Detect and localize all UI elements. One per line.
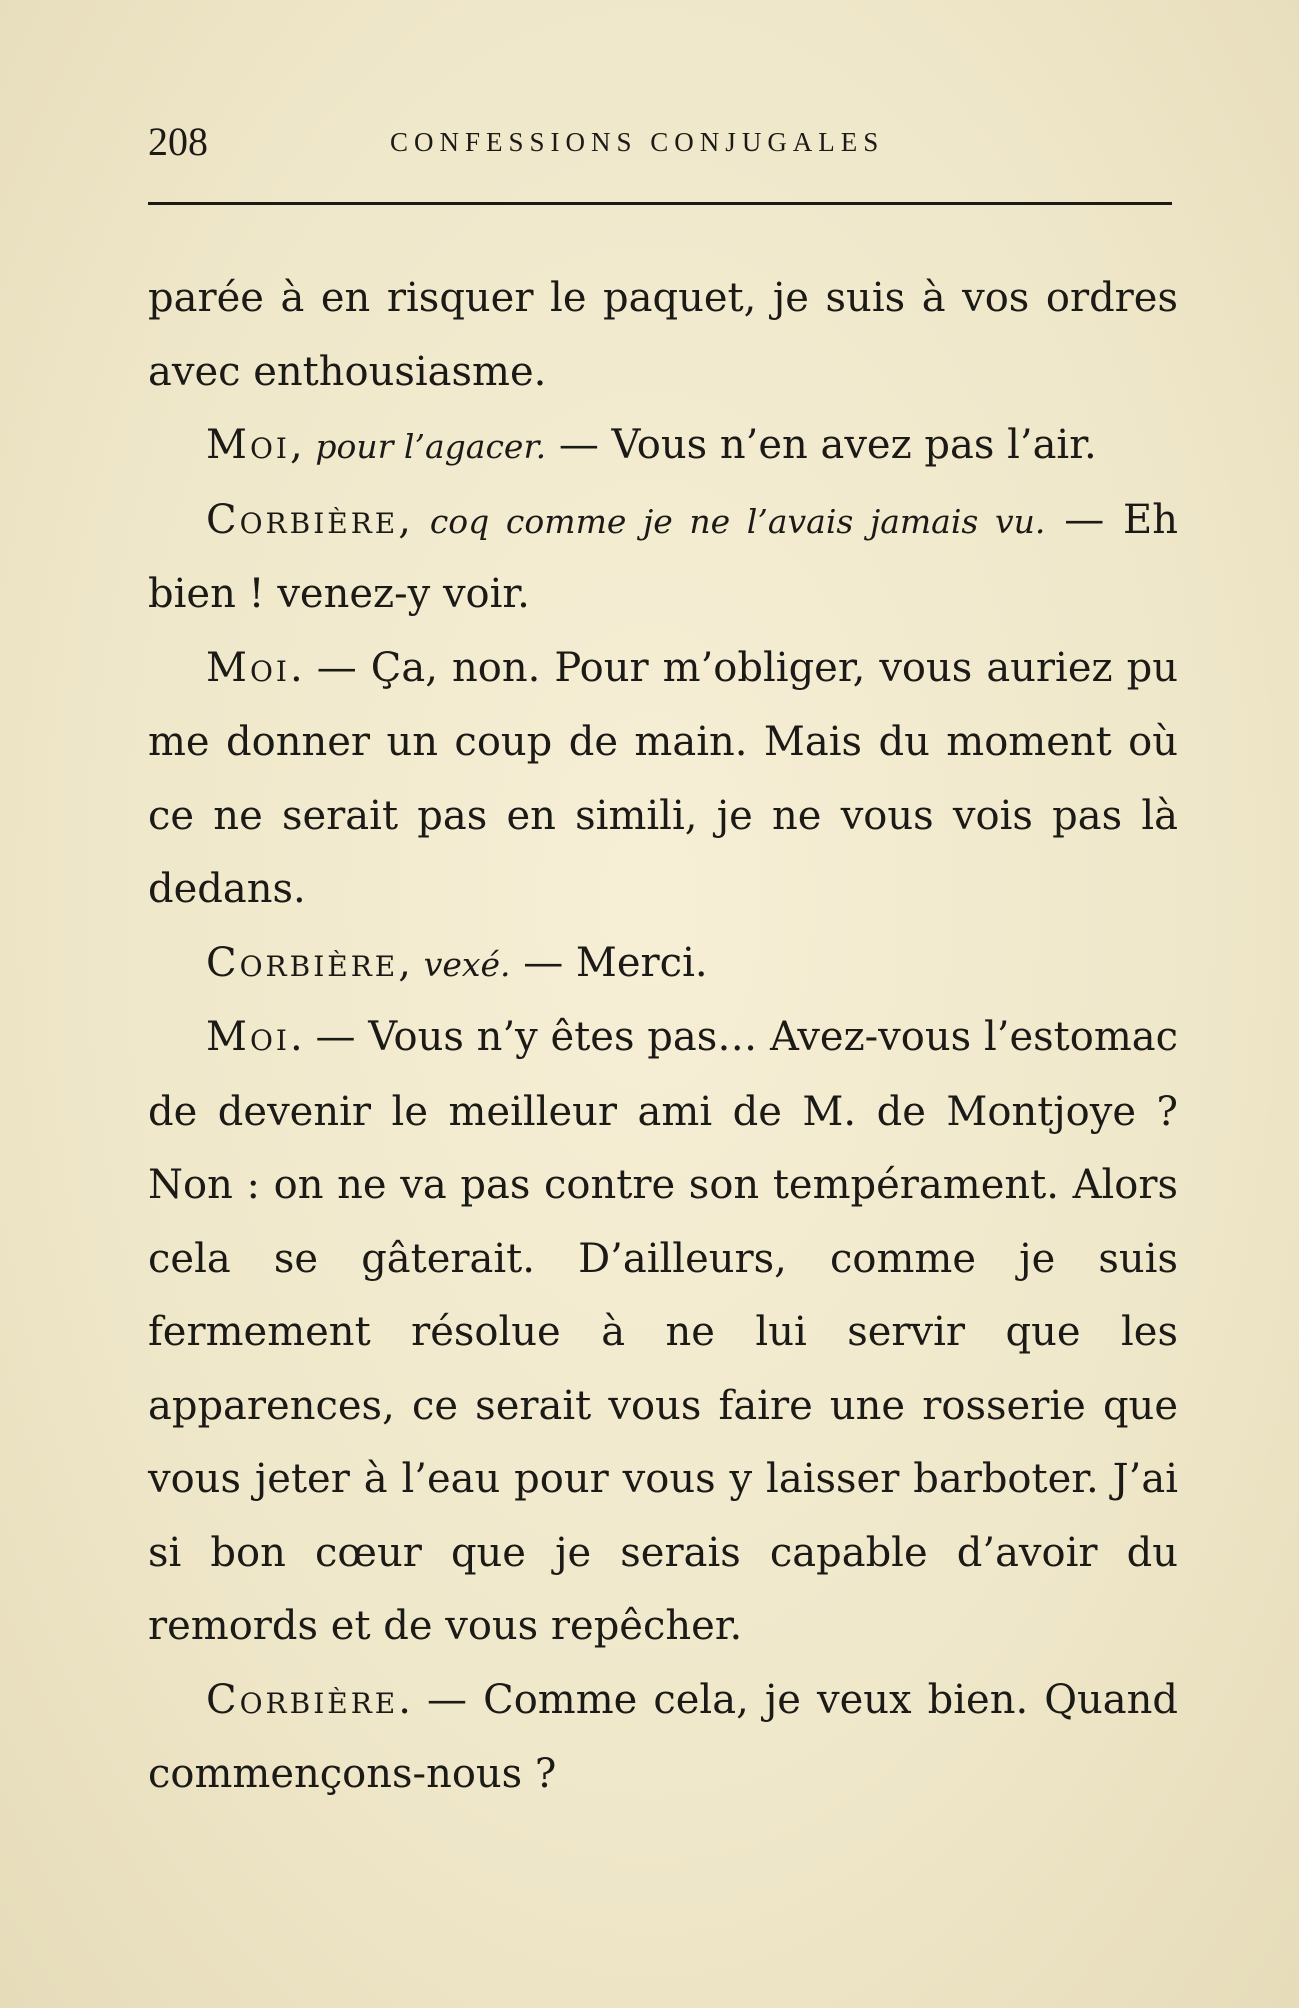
paragraph-text: parée à en risquer le paquet, je suis à vos ordres avec enthousiasme.: [148, 275, 1178, 395]
speaker-separator: .: [289, 644, 317, 691]
page-number: 208: [148, 119, 208, 164]
speaker-separator: ,: [398, 496, 430, 543]
dialogue-text: — Vous n’en avez pas l’air.: [546, 422, 1097, 468]
speaker-name: Corbière: [206, 1676, 399, 1723]
dialogue-paragraph: [148, 484, 1178, 632]
speaker-separator: ,: [398, 939, 424, 986]
stage-direction: pour l’agacer.: [315, 427, 547, 466]
stage-direction: coq comme je ne l’avais jamais vu.: [429, 501, 1046, 541]
dialogue-text: — Vous n’y êtes pas… Avez-vous l’estomac de devenir le meilleur ami de M. de Montjoye ? Non : on ne va pas contre son tempérament. Alors cela se gâterait. D’ailleurs, comme je suis fermement résolue à ne lui servir que les apparences, ce serait vous faire une rosserie que vous jeter à l’eau pour vous y laisser barboter. J’ai si bon cœur que je serais capable d’avoir du remords et de vous repêcher.: [148, 1014, 1178, 1649]
speaker-name: Corbière: [206, 939, 399, 986]
dialogue-paragraph: [148, 1001, 1178, 1664]
speaker-separator: .: [398, 1676, 428, 1723]
speaker-separator: ,: [289, 422, 316, 468]
book-title: CONFESSIONS CONJUGALES: [390, 127, 885, 157]
dialogue-paragraph: [148, 1664, 1178, 1812]
stage-direction: vexé.: [423, 944, 511, 984]
paragraph-continuation: [148, 262, 1178, 409]
speaker-name: Moi: [206, 1014, 290, 1060]
speaker-name: Corbière: [206, 496, 399, 543]
running-head: [148, 112, 1172, 172]
dialogue-paragraph: [148, 409, 1178, 484]
speaker-name: Moi: [206, 644, 290, 691]
dialogue-text: — Comme cela, je veux bien. Quand commençons-nous ?: [148, 1676, 1178, 1797]
speaker-separator: .: [289, 1014, 316, 1060]
body-text: [148, 262, 1178, 1812]
dialogue-paragraph: [148, 927, 1178, 1002]
dialogue-text: — Ça, non. Pour m’obliger, vous auriez pu me donner un coup de main. Mais du moment où ce ne serait pas en simili, je ne vous vois pas là dedans.: [148, 644, 1178, 912]
header-rule: [148, 202, 1172, 205]
dialogue-paragraph: [148, 632, 1178, 927]
dialogue-text: — Merci.: [510, 939, 708, 986]
speaker-name: Moi: [206, 422, 290, 468]
dialogue-text: — Eh bien ! venez-y voir.: [148, 496, 1179, 617]
